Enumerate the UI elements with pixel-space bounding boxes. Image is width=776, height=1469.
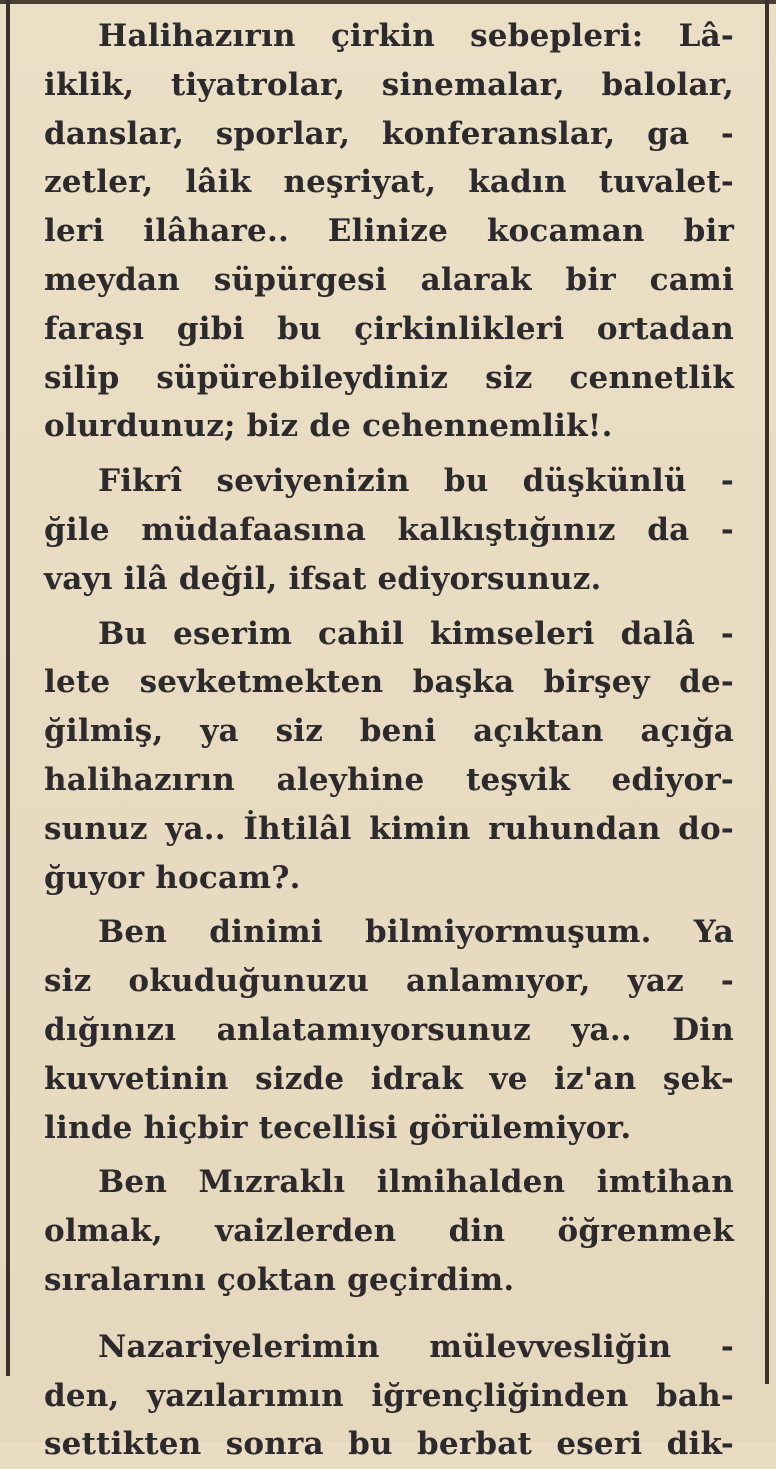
text-line: iklik, tiyatrolar, sinemalar, balolar, xyxy=(44,66,734,103)
text-line: meydan süpürgesi alarak bir cami xyxy=(44,261,734,298)
text-line: siz okuduğunuzu anlamıyor, yaz - xyxy=(44,963,734,1000)
text-line: zetler, lâik neşriyat, kadın tuvalet- xyxy=(44,164,734,201)
text-line: halihazırın aleyhine teşvik ediyor- xyxy=(44,761,734,798)
text-line: faraşı gibi bu çirkinlikleri ortadan xyxy=(44,310,734,347)
text-line: sunuz ya.. İhtilâl kimin ruhundan do- xyxy=(44,810,734,847)
text-line: lete sevketmekten başka birşey de- xyxy=(44,664,734,701)
text-line: olurdunuz; biz de cehennemlik!. xyxy=(44,408,613,445)
text-line: Ben Mızraklı ilmihalden imtihan xyxy=(98,1164,734,1201)
paragraph-1 xyxy=(44,12,734,451)
paragraph-2 xyxy=(44,457,734,603)
text-line: den, yazılarımın iğrençliğinden bah- xyxy=(44,1377,734,1414)
paragraph-3 xyxy=(44,610,734,903)
paragraph-5 xyxy=(44,1158,734,1304)
text-line: Nazariyelerimin mülevvesliğin - xyxy=(98,1328,734,1365)
text-line: sıralarını çoktan geçirdim. xyxy=(44,1261,515,1298)
text-line: ğile müdafaasına kalkıştığınız da - xyxy=(44,511,734,548)
text-line: danslar, sporlar, konferanslar, ga - xyxy=(44,115,734,152)
text-line: leri ilâhare.. Elinize kocaman bir xyxy=(44,213,734,250)
paragraph-6 xyxy=(44,1323,734,1469)
text-line: vayı ilâ değil, ifsat ediyorsunuz. xyxy=(44,560,602,597)
text-line: ğilmiş, ya siz beni açıktan açığa xyxy=(44,713,734,750)
right-column-rule xyxy=(765,0,769,1384)
top-column-rule xyxy=(0,0,776,4)
text-line: olmak, vaizlerden din öğrenmek xyxy=(44,1213,734,1250)
text-line: linde hiçbir tecellisi görülemiyor. xyxy=(44,1109,632,1146)
text-line: Fikrî seviyenizin bu düşkünlü - xyxy=(98,463,734,500)
left-column-rule xyxy=(6,0,10,1376)
article-column xyxy=(44,12,734,1469)
text-line: settikten sonra bu berbat eseri dik- xyxy=(44,1426,734,1463)
text-line: kuvvetinin sizde idrak ve iz'an şek- xyxy=(44,1060,734,1097)
text-line: dığınızı anlatamıyorsunuz ya.. Din xyxy=(44,1011,734,1048)
paragraph-4 xyxy=(44,908,734,1152)
text-line: Bu eserim cahil kimseleri dalâ - xyxy=(98,615,734,652)
text-line: silip süpürebileydiniz siz cennetlik xyxy=(44,359,734,396)
text-line: ğuyor hocam?. xyxy=(44,859,301,896)
text-line: Halihazırın çirkin sebepleri: Lâ- xyxy=(98,18,734,54)
text-line: Ben dinimi bilmiyormuşum. Ya xyxy=(98,914,734,951)
